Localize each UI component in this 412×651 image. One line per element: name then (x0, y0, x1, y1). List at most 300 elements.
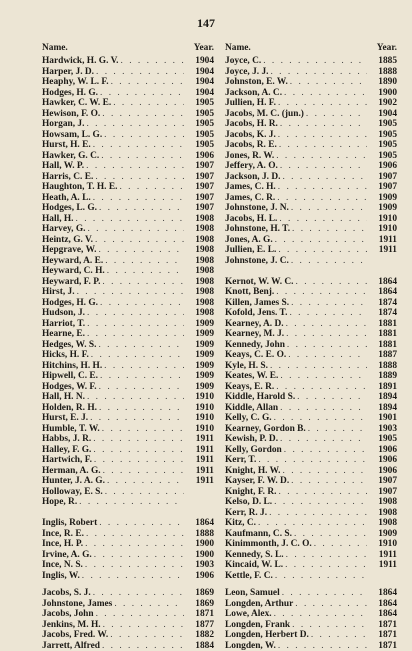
entry-name: Heyward, C. H. (42, 266, 105, 277)
entry-year: 1902 (369, 98, 397, 109)
leader-dots (263, 56, 367, 67)
entry-name: Kearney, A. D. (225, 319, 284, 330)
entry-year: 1910 (186, 424, 214, 435)
list-item (42, 172, 214, 183)
entry-year: 1908 (186, 308, 214, 319)
entry-name: Hawker, G. C. (42, 151, 99, 162)
list-item (225, 298, 397, 309)
leader-dots (96, 609, 184, 620)
entry-year: 1888 (186, 529, 214, 540)
entry-year: 1906 (369, 445, 397, 456)
entry-name: Kinimmonth, J. C. O. (225, 539, 312, 550)
entry-name: Hartwich, F. (42, 455, 92, 466)
entry-name: Jenkins, M. H. (42, 620, 101, 631)
leader-dots (294, 529, 367, 540)
leader-dots (279, 214, 367, 225)
entry-name: Killen, James S. (225, 298, 289, 309)
leader-dots (275, 571, 367, 582)
entry-year: 1909 (186, 361, 214, 372)
entry-year: 1881 (369, 319, 397, 330)
entry-name: Habbs, J. R. (42, 434, 91, 445)
entry-year: 1905 (186, 109, 214, 120)
entry-name: Harriot, T. (42, 319, 85, 330)
list-item (225, 371, 397, 382)
list-item (225, 630, 397, 641)
leader-dots (86, 161, 184, 172)
list-item (42, 609, 214, 620)
list-item (42, 455, 214, 466)
entry-year: 1908 (186, 214, 214, 225)
entry-name: Jeffery, A. O. (225, 161, 278, 172)
list-item (42, 508, 214, 519)
list-item (42, 424, 214, 435)
list-item (42, 67, 214, 78)
entry-year: 1904 (186, 56, 214, 67)
leader-dots (279, 487, 368, 498)
entry-year: 1910 (186, 413, 214, 424)
list-item (42, 350, 214, 361)
entry-year: 1903 (186, 560, 214, 571)
entry-year: 1905 (369, 140, 397, 151)
entry-name: Herman, A. G. (42, 466, 101, 477)
list-item (225, 214, 397, 225)
list-item (225, 88, 397, 99)
leader-dots (285, 560, 367, 571)
leader-dots (102, 641, 184, 651)
list-item (42, 466, 214, 477)
entry-year: 1874 (369, 308, 397, 319)
entry-name: Heyward, A. E. (42, 256, 103, 267)
list-item (42, 151, 214, 162)
entry-year: 1871 (186, 609, 214, 620)
list-item (42, 287, 214, 298)
entry-name: Hodges, L. G. (42, 203, 97, 214)
list-item (225, 203, 397, 214)
entry-name: Hall, H. (42, 214, 74, 225)
entry-year: 1908 (186, 266, 214, 277)
year-header: Year. (194, 42, 214, 55)
leader-dots (93, 193, 184, 204)
leader-dots (258, 518, 367, 529)
list-item (42, 235, 214, 246)
entry-year: 1864 (369, 609, 397, 620)
entry-name: Jacobs, R. E. (225, 140, 277, 151)
entry-name: Hodges, W. F. (42, 382, 97, 393)
entry-year: 1894 (369, 392, 397, 403)
entry-year: 1871 (369, 630, 397, 641)
entry-year: 1907 (186, 161, 214, 172)
list-item (225, 466, 397, 477)
list-item (225, 67, 397, 78)
list-item (42, 298, 214, 309)
entry-name: Kyle, H. S. (225, 361, 268, 372)
leader-dots (77, 287, 184, 298)
entry-year: 1864 (369, 599, 397, 610)
leader-dots (99, 403, 184, 414)
entry-name: Knight, F. R. (225, 487, 277, 498)
entry-name: Harper, J. D. (42, 67, 94, 78)
list-item (225, 361, 397, 372)
leader-dots (110, 630, 184, 641)
list-item (42, 88, 214, 99)
list-item (225, 277, 397, 288)
leader-dots (258, 455, 367, 466)
entry-name: Keays, E. R. (225, 382, 274, 393)
list-item (42, 641, 214, 651)
entry-name: Hodges, H. G. (42, 298, 98, 309)
list-item (225, 245, 397, 256)
entry-name: Jullien, E. L. (225, 245, 276, 256)
entry-name: Kennedy, John (225, 340, 285, 351)
leader-dots (99, 203, 184, 214)
list-item (42, 266, 214, 277)
entry-year: 1900 (186, 539, 214, 550)
entry-name: Heath, A. L. (42, 193, 91, 204)
list-item (42, 413, 214, 424)
entry-name: Keates, W. E. (225, 371, 278, 382)
list-item (225, 518, 397, 529)
entry-name: James, C. H. (225, 182, 276, 193)
leader-dots (270, 67, 367, 78)
leader-dots (79, 497, 184, 508)
leader-dots (111, 77, 184, 88)
entry-name: Hitchins, H. H. (42, 361, 102, 372)
entry-year: 1908 (186, 245, 214, 256)
leader-dots (276, 287, 367, 298)
list-item (225, 130, 397, 141)
entry-name: Johnstone, J. N. (225, 203, 289, 214)
leader-dots (105, 256, 184, 267)
entry-year: 1911 (186, 455, 214, 466)
entry-name: Johnstone, H. T. (225, 224, 290, 235)
entry-name: Hurst, E. J. (42, 413, 88, 424)
leader-dots (113, 98, 184, 109)
entry-year: 1906 (369, 161, 397, 172)
entry-name: Harris, C. E. (42, 172, 93, 183)
entry-name: Halley, F. G. (42, 445, 91, 456)
list-item (225, 571, 397, 582)
entry-year: 1907 (369, 476, 397, 487)
list-item (225, 287, 397, 298)
list-item (42, 308, 214, 319)
entry-name: Knott, Benj. (225, 287, 274, 298)
entry-name: Johnstone, J. C. (225, 256, 289, 267)
leader-dots (90, 413, 184, 424)
entry-name: Hipwell, C. E. (42, 371, 98, 382)
entry-name: Kitz, C. (225, 518, 256, 529)
entry-year: 1887 (369, 350, 397, 361)
entry-year: 1906 (186, 151, 214, 162)
entry-year: 1906 (369, 466, 397, 477)
entry-year: 1909 (186, 329, 214, 340)
entry-year: 1864 (369, 287, 397, 298)
leader-dots (274, 413, 367, 424)
entry-name: Jones, A. G. (225, 235, 273, 246)
name-list (42, 588, 214, 651)
leader-dots (102, 109, 184, 120)
list-item (225, 319, 397, 330)
leader-dots (291, 298, 367, 309)
leader-dots (104, 130, 184, 141)
leader-dots (289, 308, 367, 319)
entry-year: 1910 (369, 539, 397, 550)
entry-name: Knight, H. W. (225, 466, 281, 477)
leader-dots (282, 588, 367, 599)
leader-dots (287, 340, 367, 351)
list-item (225, 340, 397, 351)
entry-name: Hunter, J. A. G. (42, 476, 105, 487)
entry-name: Johnstone, James (42, 599, 112, 610)
leader-dots (85, 539, 184, 550)
entry-name: James, C. R. (225, 193, 275, 204)
list-item (42, 539, 214, 550)
entry-year: 1911 (369, 245, 397, 256)
leader-dots (87, 308, 184, 319)
list-item (42, 476, 214, 487)
entry-name: Jackson, J. D. (225, 172, 280, 183)
entry-year: 1900 (369, 88, 397, 99)
leader-dots (295, 599, 367, 610)
entry-year: 1907 (186, 203, 214, 214)
entry-year: 1891 (369, 382, 397, 393)
entry-name: Jacobs, K. J. (225, 130, 276, 141)
list-item (225, 266, 397, 277)
entry-year: 1908 (186, 224, 214, 235)
entry-year: 1864 (369, 277, 397, 288)
entry-year: 1908 (369, 497, 397, 508)
entry-year: 1877 (186, 620, 214, 631)
leader-dots (269, 508, 367, 519)
entry-name: Leon, Samuel (225, 588, 280, 599)
list-item (225, 445, 397, 456)
entry-year: 1911 (186, 445, 214, 456)
entry-name: Hudson, J. (42, 308, 85, 319)
entry-name: Holden, R. H. (42, 403, 97, 414)
entry-name: Longden, Frank (225, 620, 290, 631)
list-item (225, 224, 397, 235)
list-item (42, 109, 214, 120)
list-item (225, 172, 397, 183)
entry-name: Hall, W. P. (42, 161, 84, 172)
leader-dots (76, 214, 184, 225)
list-item (42, 620, 214, 631)
entry-year: 1910 (186, 403, 214, 414)
entry-name: Jacobs, H. L. (225, 214, 277, 225)
entry-name: Kearney, Gordon B. (225, 424, 306, 435)
entry-year: 1884 (186, 641, 214, 651)
leader-dots (107, 476, 184, 487)
leader-dots (96, 67, 184, 78)
entry-year: 1908 (186, 235, 214, 246)
entry-year: 1905 (369, 130, 397, 141)
entry-year: 1911 (369, 235, 397, 246)
entry-year: 1890 (369, 77, 397, 88)
entry-name: Jullien, H. F. (225, 98, 276, 109)
entry-year: 1911 (369, 560, 397, 571)
entry-year: 1904 (186, 67, 214, 78)
entry-year: 1901 (369, 413, 397, 424)
leader-dots (86, 529, 184, 540)
entry-year: 1908 (186, 256, 214, 267)
list-item (225, 424, 397, 435)
leader-dots (86, 119, 184, 130)
list-item (225, 529, 397, 540)
list-item (225, 434, 397, 445)
entry-name: Jackson, A. C. (225, 88, 282, 99)
entry-year: 1881 (369, 329, 397, 340)
entry-year: 1908 (369, 518, 397, 529)
entry-name: Hardwick, H. G. V. (42, 56, 119, 67)
entry-year: 1909 (186, 319, 214, 330)
list-item (42, 445, 214, 456)
entry-name: Jacobs, H. R. (225, 119, 278, 130)
entry-name: Lowe, Alex. (225, 609, 272, 620)
leader-dots (100, 88, 184, 99)
leader-dots (94, 455, 184, 466)
leader-dots (87, 329, 184, 340)
list-item (225, 98, 397, 109)
list-item (225, 140, 397, 151)
leader-dots (94, 550, 184, 561)
leader-dots (93, 140, 184, 151)
list-item (42, 182, 214, 193)
list-item (42, 382, 214, 393)
entry-name: Hodges, H. G. (42, 88, 98, 99)
list-item (42, 193, 214, 204)
entry-name: Kayser, F. W. D. (225, 476, 289, 487)
leader-dots (288, 350, 367, 361)
entry-year: 1911 (186, 466, 214, 477)
list-item (225, 182, 397, 193)
leader-dots (274, 497, 367, 508)
entry-year: 1871 (369, 641, 397, 651)
leader-dots (280, 119, 367, 130)
leader-dots (279, 140, 367, 151)
entry-name: Hearne, E. (42, 329, 85, 340)
entry-name: Heyward, F. P. (42, 277, 100, 288)
leader-dots (280, 434, 367, 445)
entry-year: 1864 (186, 518, 214, 529)
list-item (225, 550, 397, 561)
list-item (225, 109, 397, 120)
leader-dots (306, 109, 367, 120)
leader-dots (284, 88, 367, 99)
list-item (225, 508, 397, 519)
leader-dots (107, 266, 184, 277)
entry-name: Hall, H. N. (42, 392, 85, 403)
leader-dots (290, 77, 367, 88)
leader-dots (275, 235, 367, 246)
leader-dots (104, 361, 184, 372)
list-item (225, 599, 397, 610)
leader-dots (291, 476, 367, 487)
list-item (42, 497, 214, 508)
entry-year: 1874 (369, 298, 397, 309)
entry-name: Jacobs, John (42, 609, 94, 620)
leader-dots (101, 151, 184, 162)
entry-year: 1907 (369, 487, 397, 498)
entry-year: 1908 (186, 277, 214, 288)
entry-year: 1906 (369, 455, 397, 466)
name-header: Name. (225, 42, 251, 55)
entry-year: 1909 (186, 371, 214, 382)
leader-dots (99, 382, 184, 393)
entry-year: 1903 (369, 424, 397, 435)
list-item (225, 609, 397, 620)
entry-year: 1909 (186, 382, 214, 393)
leader-dots (87, 319, 184, 330)
entry-year: 1864 (369, 588, 397, 599)
entry-name: Kelso, D. L. (225, 497, 272, 508)
entry-year: 1904 (369, 109, 397, 120)
entry-name: Kearney, M. J. (225, 329, 284, 340)
list-item (42, 329, 214, 340)
entry-year: 1869 (186, 588, 214, 599)
entry-year: 1905 (369, 119, 397, 130)
entry-name: Kiddle, Allan (225, 403, 278, 414)
list-item (225, 539, 397, 550)
leader-dots (119, 182, 184, 193)
entry-name: Ince, R. E. (42, 529, 84, 540)
entry-name: Johnston, E. W. (225, 77, 288, 88)
entry-name: Ince, N. S. (42, 560, 83, 571)
entry-name: Hurst, H. E. (42, 140, 91, 151)
entry-year: 1909 (369, 529, 397, 540)
leader-dots (100, 371, 184, 382)
entry-name: Hedges, W. S. (42, 340, 96, 351)
leader-dots (282, 172, 367, 183)
leader-dots (296, 277, 367, 288)
entry-year: 1905 (369, 434, 397, 445)
list-item (42, 140, 214, 151)
entry-year: 1889 (369, 371, 397, 382)
entry-name: Kettle, F. C. (225, 571, 273, 582)
entry-year: 1888 (369, 361, 397, 372)
entry-name: Longden, Arthur (225, 599, 293, 610)
entry-year: 1907 (186, 182, 214, 193)
list-item (42, 392, 214, 403)
leader-dots (286, 550, 367, 561)
entry-year: 1894 (369, 403, 397, 414)
list-item (225, 256, 397, 267)
entry-name: Harvey, G. (42, 224, 85, 235)
entry-name: Jacobs, M. C. (jun.) (225, 109, 304, 120)
list-item (225, 161, 397, 172)
leader-dots (87, 392, 184, 403)
right-column (225, 42, 397, 651)
page-number: 147 (0, 16, 412, 31)
leader-dots (286, 319, 367, 330)
list-item (42, 119, 214, 130)
leader-dots (105, 487, 184, 498)
entry-year: 1911 (369, 550, 397, 561)
entry-name: Howsam, L. G. (42, 130, 102, 141)
leader-dots (98, 245, 184, 256)
year-header: Year. (377, 42, 397, 55)
column-header (42, 42, 214, 55)
list-item (42, 56, 214, 67)
entry-year: 1885 (369, 56, 397, 67)
list-item (225, 403, 397, 414)
list-item (225, 455, 397, 466)
list-item (42, 403, 214, 414)
entry-year: 1888 (369, 67, 397, 78)
entry-name: Longden, Herbert D. (225, 630, 309, 641)
list-item (42, 256, 214, 267)
entry-year: 1869 (186, 599, 214, 610)
entry-name: Kennedy, S. L. (225, 550, 284, 561)
leader-dots (121, 56, 185, 67)
